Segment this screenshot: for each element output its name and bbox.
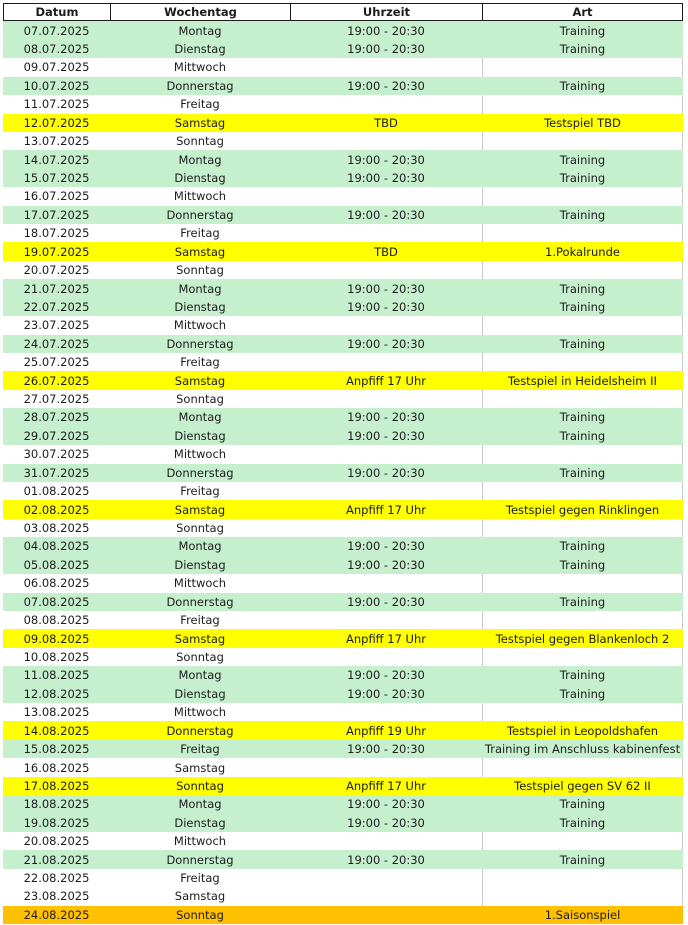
table-row	[3, 224, 683, 242]
table-row	[3, 556, 683, 574]
cell-art: Training	[559, 797, 606, 812]
table-row	[3, 648, 683, 666]
cell-datum: 26.07.2025	[23, 373, 90, 388]
cell-wochentag: Dienstag	[174, 171, 226, 185]
cell-wochentag: Samstag	[174, 115, 226, 130]
cell-art: Training	[559, 207, 606, 222]
cell-datum: 07.08.2025	[23, 594, 90, 609]
cell-wochentag: Samstag	[174, 889, 226, 904]
cell-wochentag: Sonntag	[176, 263, 224, 278]
cell-uhrzeit	[290, 58, 482, 76]
cell-wochentag: Mittwoch	[173, 576, 227, 591]
cell-wochentag: Donnerstag	[166, 336, 234, 351]
cell-datum: 22.08.2025	[23, 871, 90, 886]
cell-art: Training	[559, 42, 606, 57]
cell-datum: 09.07.2025	[23, 60, 90, 75]
table-row	[3, 114, 683, 132]
cell-wochentag: Sonntag	[176, 649, 224, 664]
table-row	[3, 740, 683, 758]
cell-datum: 31.07.2025	[23, 465, 90, 480]
table-row	[3, 814, 683, 832]
table-row	[3, 77, 683, 95]
cell-datum: 22.07.2025	[23, 299, 90, 314]
cell-datum: 23.07.2025	[23, 318, 90, 333]
cell-uhrzeit: 19:00 - 20:30	[347, 336, 425, 351]
cell-datum: 13.07.2025	[23, 134, 90, 149]
cell-uhrzeit: 19:00 - 20:30	[347, 23, 425, 38]
cell-uhrzeit: Anpfiff 17 Uhr	[345, 778, 426, 793]
cell-art: Training	[559, 428, 606, 443]
cell-art: Testspiel in Leopoldshafen	[506, 723, 659, 738]
table-row	[3, 850, 683, 868]
cell-uhrzeit: 19:00 - 20:30	[347, 281, 425, 296]
cell-uhrzeit: 19:00 - 20:30	[347, 465, 425, 480]
cell-uhrzeit: Anpfiff 19 Uhr	[345, 723, 426, 738]
cell-datum: 27.07.2025	[23, 392, 90, 407]
cell-wochentag: Samstag	[174, 760, 226, 775]
table-row	[3, 408, 683, 426]
cell-uhrzeit	[290, 187, 482, 205]
cell-uhrzeit	[290, 574, 482, 592]
cell-wochentag: Donnerstag	[166, 78, 234, 93]
cell-datum: 18.07.2025	[23, 226, 90, 241]
cell-datum: 02.08.2025	[23, 502, 90, 517]
cell-uhrzeit: TBD	[374, 244, 398, 259]
cell-art	[482, 611, 683, 629]
table-row	[3, 758, 683, 776]
table-row	[3, 427, 683, 445]
cell-uhrzeit: 19:00 - 20:30	[347, 557, 425, 572]
cell-uhrzeit: 19:00 - 20:30	[347, 428, 425, 443]
cell-art: Training	[559, 78, 606, 93]
cell-datum: 24.08.2025	[23, 907, 90, 922]
cell-datum: 11.08.2025	[23, 668, 90, 683]
cell-art: Training	[559, 668, 606, 683]
cell-datum: 29.07.2025	[23, 428, 90, 443]
cell-datum: 12.07.2025	[23, 115, 90, 130]
cell-uhrzeit	[290, 261, 482, 279]
table-row	[3, 721, 683, 739]
table-row	[3, 464, 683, 482]
cell-datum: 21.07.2025	[23, 281, 90, 296]
table-row	[3, 629, 683, 647]
cell-wochentag: Samstag	[174, 631, 226, 646]
header-datum: Datum	[3, 3, 110, 21]
table-row	[3, 574, 683, 592]
cell-uhrzeit: 19:00 - 20:30	[347, 299, 425, 314]
cell-datum: 17.07.2025	[23, 207, 90, 222]
cell-uhrzeit: 19:00 - 20:30	[347, 207, 425, 222]
cell-wochentag: Sonntag	[176, 907, 224, 922]
cell-art: Testspiel gegen Blankenloch 2	[495, 631, 670, 646]
cell-uhrzeit: 19:00 - 20:30	[347, 594, 425, 609]
cell-art	[482, 482, 683, 500]
table-row	[3, 242, 683, 260]
cell-art: Training	[559, 852, 606, 867]
table-row	[3, 298, 683, 316]
cell-art: Testspiel gegen Rinklingen	[505, 502, 660, 517]
cell-uhrzeit	[290, 906, 482, 924]
table-row	[3, 371, 683, 389]
table-row	[3, 685, 683, 703]
cell-uhrzeit	[290, 482, 482, 500]
table-row	[3, 593, 683, 611]
cell-uhrzeit: 19:00 - 20:30	[347, 171, 425, 185]
cell-datum: 30.07.2025	[23, 447, 90, 462]
cell-datum: 19.07.2025	[23, 244, 90, 259]
cell-uhrzeit	[290, 832, 482, 850]
cell-uhrzeit	[290, 445, 482, 463]
table-row	[3, 335, 683, 353]
cell-art	[482, 703, 683, 721]
cell-uhrzeit: 19:00 - 20:30	[347, 152, 425, 167]
cell-uhrzeit: 19:00 - 20:30	[347, 539, 425, 554]
cell-art	[482, 390, 683, 408]
cell-art: Training	[559, 281, 606, 296]
cell-wochentag: Sonntag	[176, 134, 224, 149]
cell-wochentag: Sonntag	[176, 778, 224, 793]
table-row	[3, 777, 683, 795]
cell-art: Training	[559, 152, 606, 167]
table-row	[3, 445, 683, 463]
header-wochentag: Wochentag	[110, 3, 290, 21]
table-row	[3, 795, 683, 813]
cell-datum: 25.07.2025	[23, 355, 90, 370]
cell-art	[482, 353, 683, 371]
cell-art: Training	[559, 23, 606, 38]
cell-datum: 05.08.2025	[23, 557, 90, 572]
table-row	[3, 132, 683, 150]
cell-art: Training	[559, 171, 606, 185]
cell-uhrzeit: Anpfiff 17 Uhr	[345, 373, 426, 388]
cell-wochentag: Dienstag	[174, 428, 226, 443]
cell-art	[482, 832, 683, 850]
cell-datum: 06.08.2025	[23, 576, 90, 591]
cell-datum: 13.08.2025	[23, 705, 90, 720]
cell-wochentag: Samstag	[174, 244, 226, 259]
cell-datum: 03.08.2025	[23, 521, 90, 536]
cell-datum: 23.08.2025	[23, 889, 90, 904]
cell-wochentag: Dienstag	[174, 299, 226, 314]
cell-art: Training	[559, 465, 606, 480]
cell-datum: 20.07.2025	[23, 263, 90, 278]
cell-uhrzeit: Anpfiff 17 Uhr	[345, 502, 426, 517]
cell-datum: 21.08.2025	[23, 852, 90, 867]
cell-wochentag: Mittwoch	[173, 189, 227, 204]
cell-uhrzeit	[290, 95, 482, 113]
cell-art: Training	[559, 410, 606, 425]
cell-wochentag: Freitag	[180, 355, 220, 370]
table-row	[3, 832, 683, 850]
table-row	[3, 390, 683, 408]
cell-art: Training	[559, 594, 606, 609]
table-row	[3, 58, 683, 76]
cell-wochentag: Mittwoch	[173, 447, 227, 462]
cell-wochentag: Freitag	[180, 871, 220, 886]
cell-uhrzeit: 19:00 - 20:30	[347, 668, 425, 683]
cell-art	[482, 187, 683, 205]
cell-art: 1.Pokalrunde	[545, 244, 620, 259]
cell-wochentag: Mittwoch	[173, 834, 227, 849]
cell-wochentag: Dienstag	[174, 686, 226, 701]
cell-datum: 15.08.2025	[23, 742, 90, 757]
cell-uhrzeit: 19:00 - 20:30	[347, 852, 425, 867]
cell-datum: 11.07.2025	[23, 97, 90, 112]
cell-wochentag: Mittwoch	[173, 60, 227, 75]
table-row	[3, 887, 683, 905]
cell-uhrzeit	[290, 519, 482, 537]
cell-art: Testspiel in Heidelsheim II	[508, 373, 657, 388]
cell-datum: 24.07.2025	[23, 336, 90, 351]
cell-wochentag: Mittwoch	[173, 318, 227, 333]
table-row	[3, 519, 683, 537]
cell-datum: 07.07.2025	[23, 23, 90, 38]
cell-uhrzeit: 19:00 - 20:30	[347, 78, 425, 93]
cell-wochentag: Montag	[178, 152, 222, 167]
cell-wochentag: Samstag	[174, 502, 226, 517]
table-row	[3, 206, 683, 224]
cell-wochentag: Montag	[178, 410, 222, 425]
cell-art: Training	[559, 815, 606, 830]
table-row	[3, 869, 683, 887]
cell-wochentag: Donnerstag	[166, 207, 234, 222]
cell-wochentag: Sonntag	[176, 392, 224, 407]
cell-datum: 10.08.2025	[23, 649, 90, 664]
cell-uhrzeit	[290, 758, 482, 776]
header-uhrzeit: Uhrzeit	[290, 3, 482, 21]
cell-art	[482, 95, 683, 113]
table-row	[3, 353, 683, 371]
cell-art	[482, 261, 683, 279]
cell-art	[482, 574, 683, 592]
cell-wochentag: Donnerstag	[166, 594, 234, 609]
cell-wochentag: Montag	[178, 281, 222, 296]
cell-uhrzeit	[290, 224, 482, 242]
cell-art	[482, 519, 683, 537]
cell-datum: 10.07.2025	[23, 78, 90, 93]
table-row	[3, 500, 683, 518]
cell-art	[482, 887, 683, 905]
cell-wochentag: Freitag	[180, 226, 220, 241]
cell-datum: 19.08.2025	[23, 815, 90, 830]
table-row	[3, 703, 683, 721]
table-row	[3, 611, 683, 629]
cell-datum: 08.07.2025	[23, 42, 90, 57]
header-art: Art	[482, 3, 683, 21]
cell-uhrzeit: 19:00 - 20:30	[347, 42, 425, 57]
cell-datum: 16.07.2025	[23, 189, 90, 204]
cell-wochentag: Dienstag	[174, 42, 226, 57]
cell-wochentag: Donnerstag	[166, 852, 234, 867]
cell-art: 1.Saisonspiel	[544, 907, 621, 922]
cell-wochentag: Samstag	[174, 373, 226, 388]
cell-art: Training	[559, 557, 606, 572]
cell-datum: 14.07.2025	[23, 152, 90, 167]
table-row	[3, 95, 683, 113]
cell-datum: 20.08.2025	[23, 834, 90, 849]
cell-datum: 28.07.2025	[23, 410, 90, 425]
cell-uhrzeit: 19:00 - 20:30	[347, 686, 425, 701]
table-row	[3, 666, 683, 684]
cell-uhrzeit	[290, 869, 482, 887]
table-row	[3, 482, 683, 500]
cell-uhrzeit	[290, 648, 482, 666]
cell-uhrzeit	[290, 703, 482, 721]
cell-datum: 04.08.2025	[23, 539, 90, 554]
cell-wochentag: Dienstag	[174, 557, 226, 572]
cell-wochentag: Donnerstag	[166, 465, 234, 480]
cell-datum: 17.08.2025	[23, 778, 90, 793]
table-row	[3, 40, 683, 58]
cell-datum: 16.08.2025	[23, 760, 90, 775]
cell-wochentag: Donnerstag	[166, 723, 234, 738]
cell-art	[482, 758, 683, 776]
cell-uhrzeit: TBD	[374, 115, 398, 130]
cell-art: Training	[559, 336, 606, 351]
cell-wochentag: Freitag	[180, 742, 220, 757]
table-row	[3, 169, 683, 187]
cell-datum: 12.08.2025	[23, 686, 90, 701]
cell-art	[482, 316, 683, 334]
cell-art	[482, 224, 683, 242]
cell-art: Training im Anschluss kabinenfest	[484, 742, 681, 757]
cell-datum: 09.08.2025	[23, 631, 90, 646]
cell-wochentag: Montag	[178, 668, 222, 683]
table-body	[3, 21, 683, 924]
cell-uhrzeit	[290, 887, 482, 905]
cell-wochentag: Montag	[178, 23, 222, 38]
schedule-table	[3, 3, 683, 924]
cell-uhrzeit	[290, 353, 482, 371]
cell-uhrzeit	[290, 390, 482, 408]
table-row	[3, 316, 683, 334]
cell-uhrzeit	[290, 316, 482, 334]
cell-wochentag: Freitag	[180, 613, 220, 628]
cell-datum: 14.08.2025	[23, 723, 90, 738]
cell-uhrzeit	[290, 611, 482, 629]
cell-uhrzeit: 19:00 - 20:30	[347, 797, 425, 812]
cell-art: Training	[559, 299, 606, 314]
cell-wochentag: Sonntag	[176, 521, 224, 536]
cell-datum: 15.07.2025	[23, 171, 90, 185]
cell-art: Training	[559, 539, 606, 554]
cell-art	[482, 445, 683, 463]
table-row	[3, 537, 683, 555]
cell-art	[482, 869, 683, 887]
cell-art	[482, 132, 683, 150]
cell-wochentag: Montag	[178, 797, 222, 812]
cell-datum: 18.08.2025	[23, 797, 90, 812]
cell-uhrzeit: 19:00 - 20:30	[347, 410, 425, 425]
cell-uhrzeit: 19:00 - 20:30	[347, 742, 425, 757]
table-row	[3, 187, 683, 205]
header-row	[3, 3, 683, 21]
cell-art: Testspiel TBD	[544, 115, 621, 130]
table-row	[3, 906, 683, 924]
cell-wochentag: Freitag	[180, 484, 220, 499]
table-row	[3, 21, 683, 39]
cell-art	[482, 58, 683, 76]
cell-wochentag: Montag	[178, 539, 222, 554]
cell-datum: 01.08.2025	[23, 484, 90, 499]
cell-wochentag: Mittwoch	[173, 705, 227, 720]
cell-wochentag: Dienstag	[174, 815, 226, 830]
table-row	[3, 279, 683, 297]
cell-art	[482, 648, 683, 666]
cell-wochentag: Freitag	[180, 97, 220, 112]
cell-art: Training	[559, 686, 606, 701]
cell-uhrzeit: 19:00 - 20:30	[347, 815, 425, 830]
cell-uhrzeit	[290, 132, 482, 150]
cell-datum: 08.08.2025	[23, 613, 90, 628]
table-row	[3, 261, 683, 279]
table-row	[3, 150, 683, 168]
cell-art: Testspiel gegen SV 62 II	[514, 778, 651, 793]
cell-uhrzeit: Anpfiff 17 Uhr	[345, 631, 426, 646]
